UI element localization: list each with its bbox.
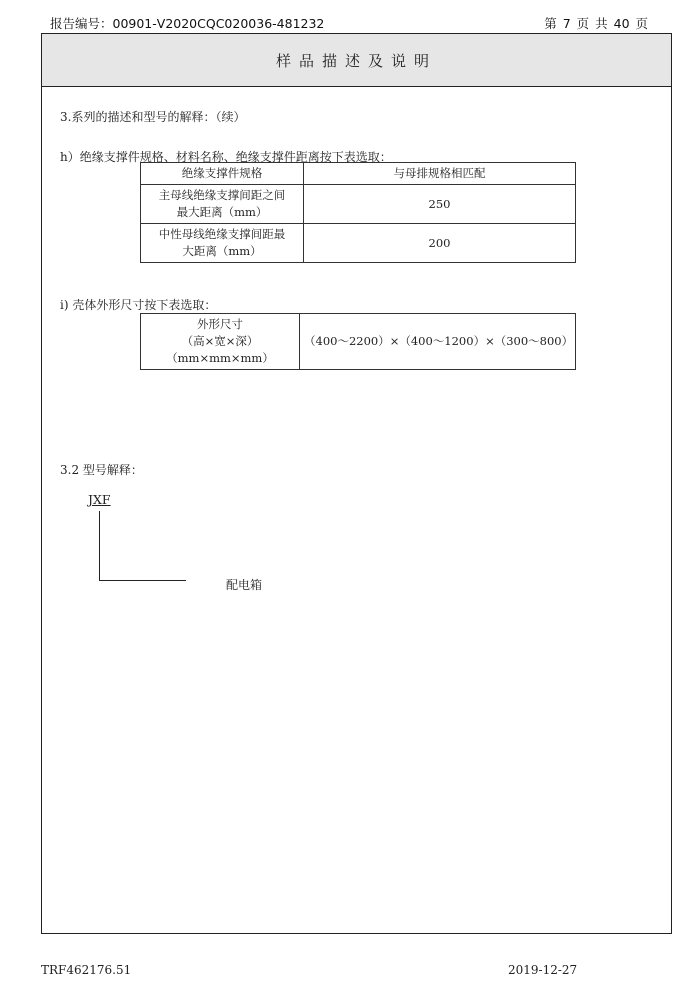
item-h-caption: h）绝缘支撑件规格、材料名称、绝缘支撑件距离按下表选取： [60, 150, 392, 164]
label-line: （mm×mm×mm） [166, 351, 274, 365]
report-number: 报告编号：00901-V2020CQC020036-481232 [50, 16, 325, 31]
footer-date: 2019-12-27 [508, 963, 578, 977]
table-row [141, 185, 576, 224]
section-title: 样品描述及说明 [42, 34, 671, 87]
model-heading: 3.2 型号解释： [60, 463, 143, 477]
label-line: （高×宽×深） [181, 334, 259, 348]
label-line: 大距离（mm） [182, 244, 262, 258]
label-line: 中性母线绝缘支撑间距最 [158, 227, 286, 241]
table-label-cell [141, 224, 304, 263]
table-header-cell: 与母排规格相匹配 [304, 163, 576, 185]
model-bracket-vertical [99, 511, 100, 581]
table-label-cell [141, 185, 304, 224]
label-line: 主母线绝缘支撑间距之间 [158, 188, 286, 202]
model-code: JXF [88, 492, 111, 507]
label-line: 外形尺寸 [197, 317, 243, 331]
form-number: TRF462176.51 [41, 963, 132, 977]
label-line: 最大距离（mm） [176, 205, 268, 219]
table-value-cell: 200 [304, 224, 576, 263]
table-row [141, 224, 576, 263]
table-row [141, 314, 576, 370]
model-bracket-horizontal [99, 580, 186, 581]
table-value-cell: （400～2200）×（400～1200）×（300～800） [300, 314, 576, 370]
series-heading: 3.系列的描述和型号的解释：（续） [60, 110, 246, 124]
page-indicator: 第 7 页 共 40 页 [544, 16, 648, 31]
table-header-cell: 绝缘支撑件规格 [141, 163, 304, 185]
table-label-cell [141, 314, 300, 370]
table-header-row [141, 163, 576, 185]
table-value-cell: 250 [304, 185, 576, 224]
item-i-caption: i) 壳体外形尺寸按下表选取： [60, 298, 217, 312]
enclosure-size-table [140, 313, 576, 370]
insulation-support-table [140, 162, 576, 263]
model-meaning: 配电箱 [226, 578, 263, 592]
